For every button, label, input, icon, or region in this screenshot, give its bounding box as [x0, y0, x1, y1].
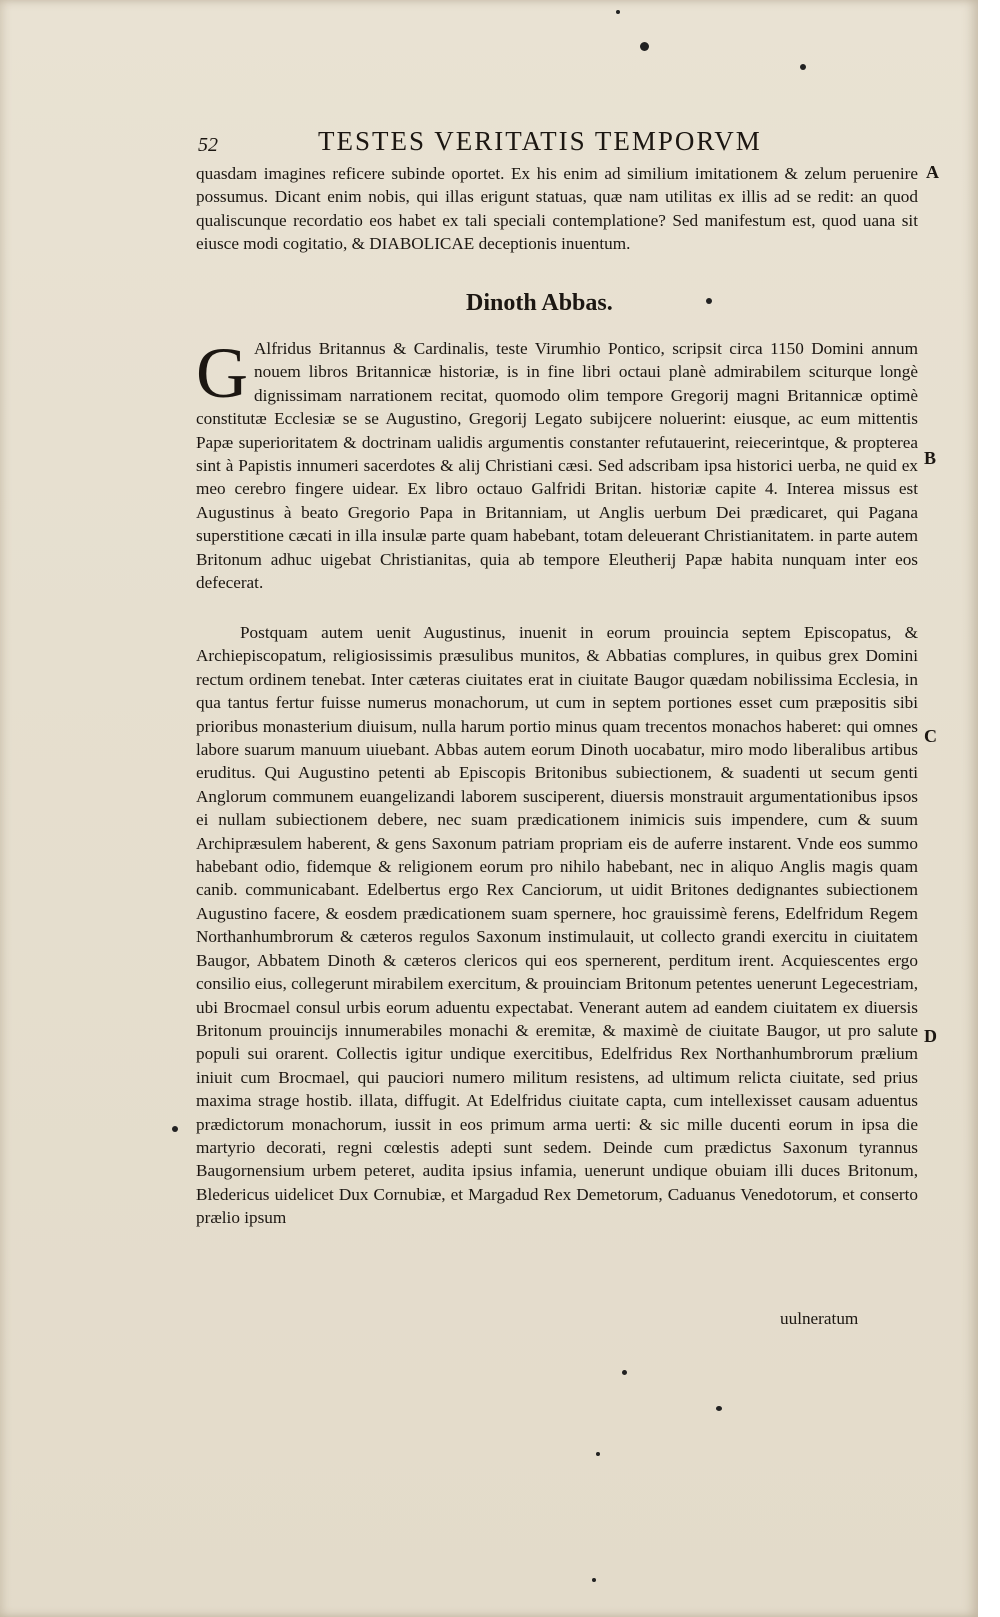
- section-heading: Dinoth Abbas.: [466, 290, 613, 316]
- opening-paragraph: quasdam imagines reficere subinde oportet. Ex his enim ad similium imitationem & zelum peruenire possumus. Dicant enim nobis, qui illas erigunt statuas, quæ nam utilitas ex illis ad se redit: an quod qualiscunque recordatio eos habet ex tali speciali contemplatione? Sed manifestum est, quod uana sit eiusce modi cogitatio, & DIABOLICAE deceptionis inuentum.: [196, 164, 918, 254]
- ink-speck: [596, 1452, 600, 1456]
- dinoth-first-paragraph: [196, 333, 918, 594]
- drop-cap: G: [196, 333, 248, 413]
- running-title: TESTES VERITATIS TEMPORVM: [318, 126, 762, 156]
- ink-speck: [706, 298, 712, 304]
- ink-speck: [592, 1578, 596, 1582]
- page-number: 52: [198, 134, 218, 156]
- catchword: uulneratum: [780, 1309, 859, 1328]
- margin-letter-c: C: [924, 726, 937, 746]
- running-head: [198, 126, 938, 160]
- margin-letter-d: D: [924, 1026, 937, 1046]
- ink-speck: [640, 42, 649, 51]
- margin-letter-b: B: [924, 448, 937, 468]
- paragraph-gal-fridus: Alfridus Britannus & Cardinalis, teste Virumhio Pontico, scripsit circa 1150 Domini annum nouem libros Britannicæ historiæ, is in fine libri octaui planè admirabilem sciturque longè dignissimam narrationem recitat, quomodo olim tempore Gregorij magni Britannicæ optimè constitutæ Ecclesiæ se se Augustino, Gregorij Legato subijcere noluerint: eiusque, ac eum mittentis Papæ superioritatem & doctrinam ualidis argumentis constanter refutauerint, reiecerintque, & propterea sint à Papistis innumeri sacerdotes & alij Christiani cæsi. Sed adscribam ipsa historici uerba, ne quid ex meo cerebro fingere uidear. Ex libro octauo Galfridi Britan. historiæ capite 4. Interea missus est Augustinus à beato Gregorio Papa in Britanniam, ut Anglis uerbum Dei prædicaret, qui Pagana superstitione cæcati in illa insulæ parte quam habebant, totam deleuerant Christianitatem. in parte autem Britonum adhuc uigebat Christianitas, quia ab tempore Eleutherij Papæ habita nunquam inter eos defecerat.: [196, 339, 918, 593]
- ink-speck: [172, 1126, 178, 1132]
- scan-margin: [978, 0, 1000, 1617]
- dinoth-second-paragraph: [196, 621, 918, 1230]
- ink-speck: [800, 64, 806, 70]
- opening-passage: [196, 162, 918, 256]
- ink-speck: [716, 1406, 722, 1411]
- margin-letter-a: A: [926, 162, 939, 182]
- ink-speck: [616, 10, 620, 14]
- ink-speck: [622, 1370, 627, 1375]
- paragraph-postquam: Postquam autem uenit Augustinus, inuenit in eorum prouincia septem Episcopatus, & Archiepiscopatum, religiosissimis præsulibus munitos, & Abbatias complures, in quibus grex Domini rectum ordinem tenebat. Inter cæteras ciuitates erat in ciuitate Baugor quædam nobilissima Ecclesia, in qua tantus fertur fuisse numerus monachorum, ut cum in septem portiones esset cum præpositis sibi prioribus monasterium diuisum, nulla harum portio minus quam trecentos monachos haberet: qui omnes labore suarum manuum uiuebant. Abbas autem eorum Dinoth uocabatur, miro modo liberalibus artibus eruditus. Qui Augustino petenti ab Episcopis Britonibus subiectionem, & suadenti ut secum genti Anglorum communem euangelizandi laborem susciperent, diuersis monstrauit argumentationibus ipsos ei nullam subiectionem debere, nec suam prædicationem inimicis suis impendere, cum & suum Archipræsulem haberent, & gens Saxonum patriam propriam eis de auferre instarent. Vnde eos summo habebant odio, fidemque & religionem eorum pro nihilo habebant, nec in aliquo Anglis magis quam canib. communicabant. Edelbertus ergo Rex Canciorum, ut uidit Britones dedignantes subiectionem Augustino facere, & eosdem prædicationem suam spernere, hoc grauissimè ferens, Edelfridum Regem Northanhumbrorum & cæteros regulos Saxonum instimulauit, ut collecto grandi exercitu in ciuitatem Baugor, Abbatem Dinoth & cæteros clericos qui eos spernerent, perditum irent. Acquiescentes ergo consilio eius, collegerunt mirabilem exercitum, & prouinciam Britonum petentes uenerunt Legecestriam, ubi Brocmael consul urbis eorum aduentu expectabat. Venerant autem ad eandem ciuitatem ex diuersis Britonum prouincijs innumerabiles monachi & eremitæ, & maximè de ciuitate Baugor, ut pro salute populi sui orarent. Collectis igitur undique exercitibus, Edelfridus Rex Northanhumbrorum prælium iniuit cum Brocmael, qui pauciori numero militum resistens, ad ultimum relicta ciuitate, sed prius maxima strage hostib. illata, diffugit. At Edelfridus ciuitate capta, cum intellexisset causam aduentus prædictorum monachorum, iussit in eos primum arma uerti: & sic mille ducenti eorum in ipsa die martyrio decorati, regni cœlestis adepti sunt sedem. Deinde cum prædictus Saxonum tyrannus Baugornensium urbem peteret, audita ipsius infamia, uenerunt undique obuiam illi duces Britonum, Bledericus uidelicet Dux Cornubiæ, et Margadud Rex Demetorum, Caduanus Venedotorum, et conserto prælio ipsum: [196, 623, 918, 1228]
